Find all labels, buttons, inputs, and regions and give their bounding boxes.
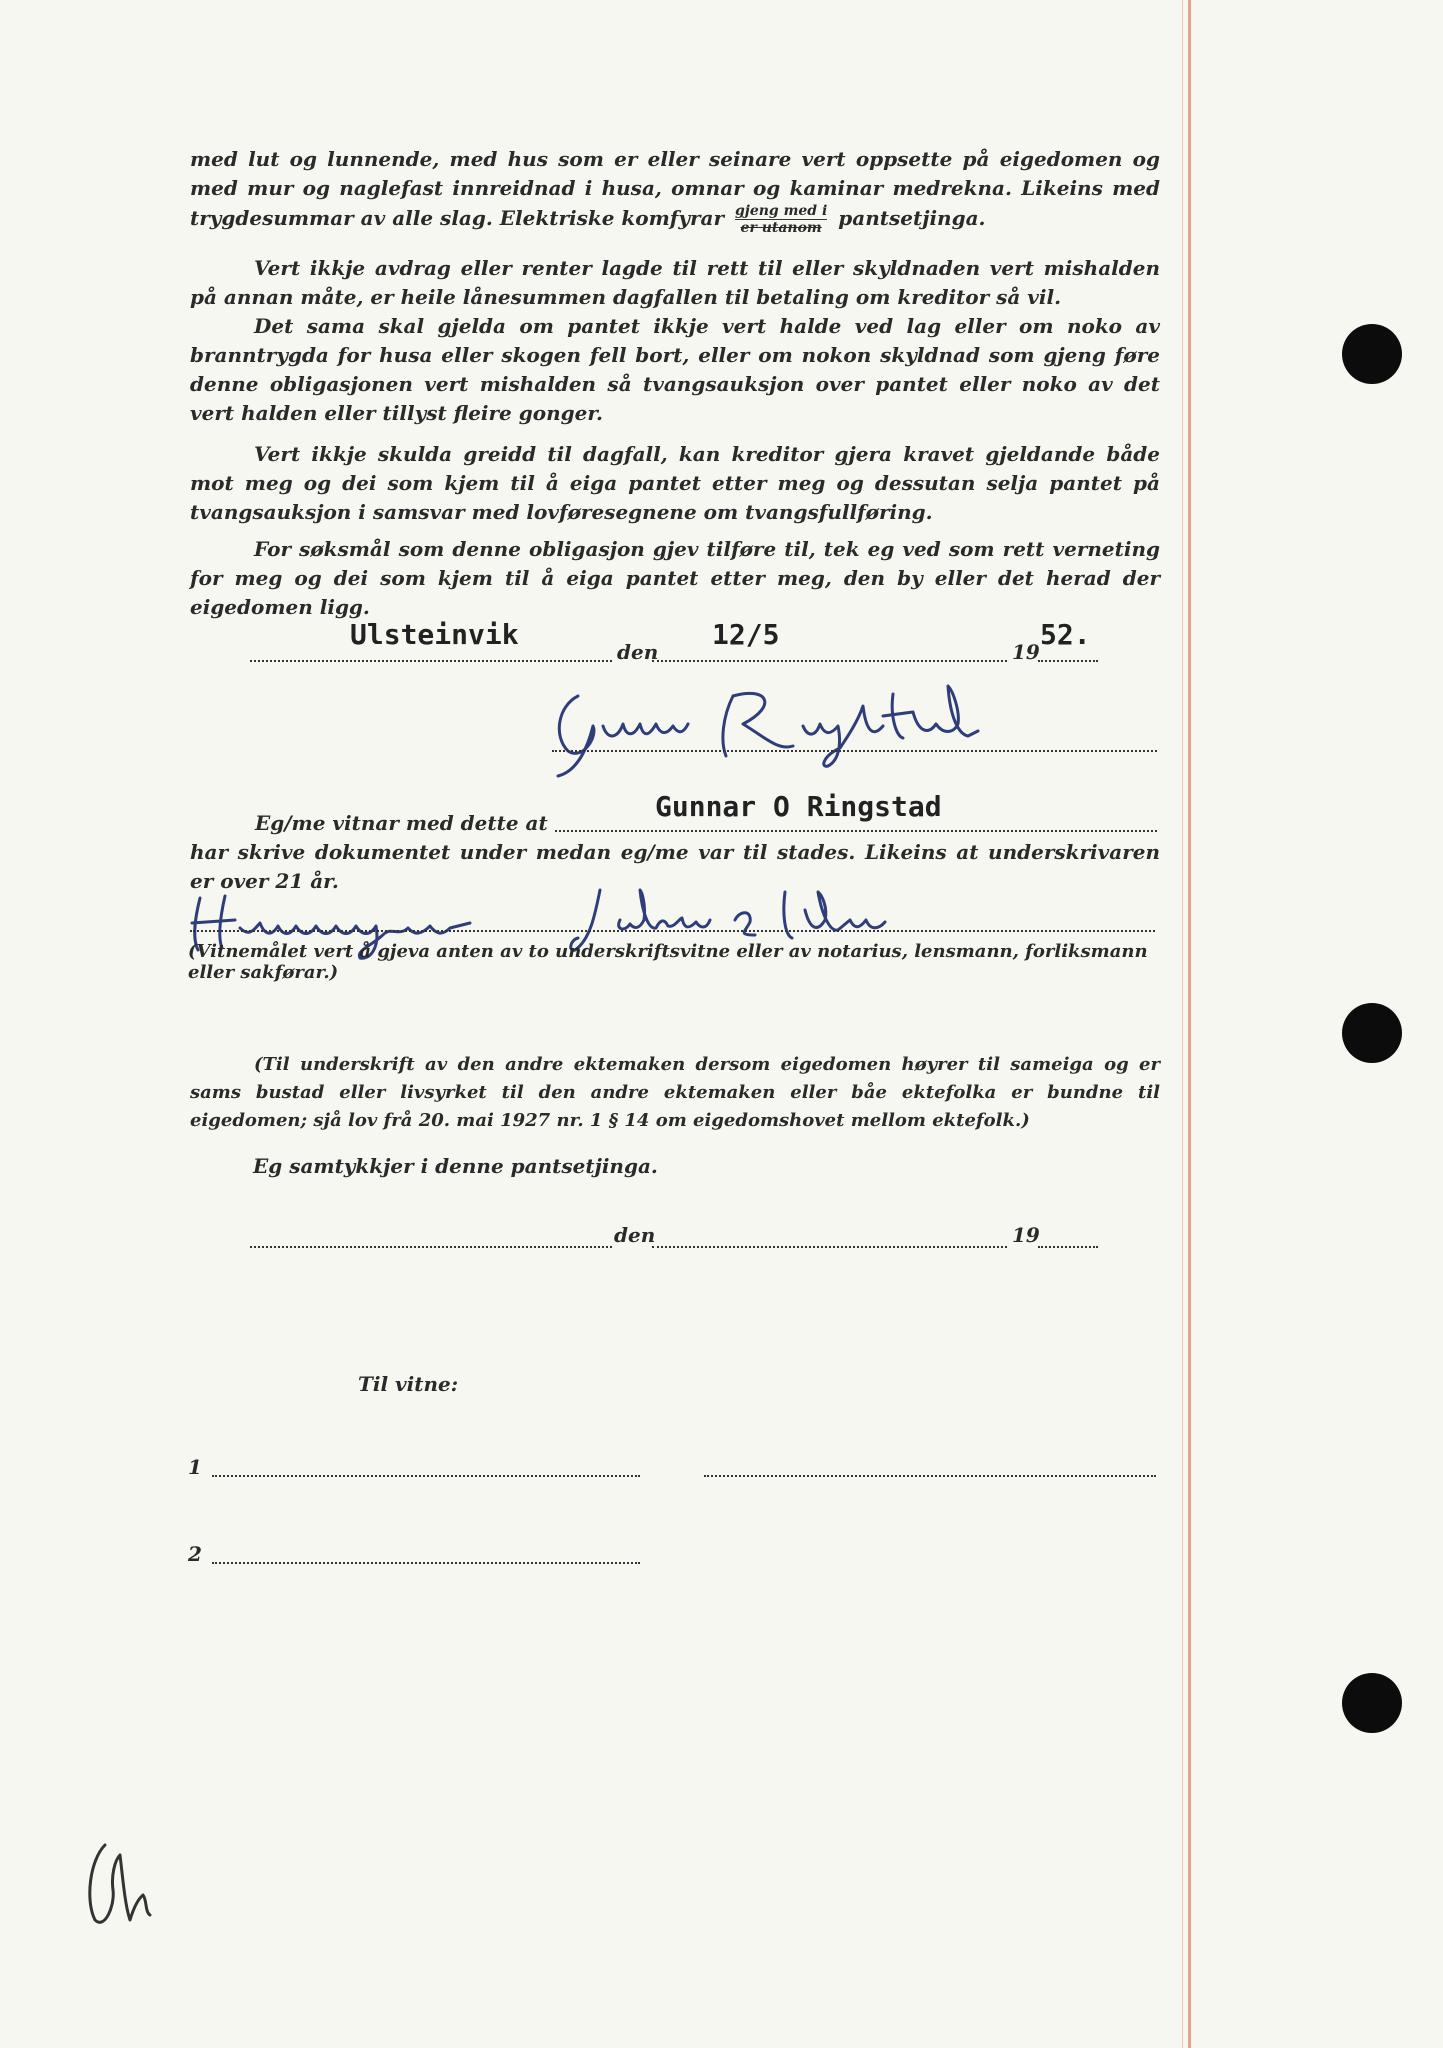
margin-rule [1188, 0, 1191, 2048]
komfyr-choice [735, 203, 827, 236]
punch-hole [1342, 324, 1402, 384]
signature-line [552, 750, 1157, 752]
spouse-date-line [652, 1246, 1007, 1248]
witness-number-2: 2 [188, 1542, 202, 1566]
spouse-consent: Eg samtykkjer i denne pantsetjinga. [253, 1154, 658, 1178]
spouse-year-prefix: 19 [1012, 1223, 1040, 1247]
spouse-note: (Til underskrift av den andre ektemaken dersom eigedomen høyrer til sameiga og er sams bustad eller livsyrket til den andre ektemaken eller båe ektefolka er bundne til eigedomen; sjå lov frå 20. mai 1927 nr. 1 § 14 om eigedomshovet mellom ektefolk.) [190, 1054, 1160, 1131]
signer-name-line [555, 830, 1157, 832]
spouse-witness-line-1b [704, 1475, 1156, 1477]
paragraph-property [190, 145, 1160, 236]
handwritten-initials [75, 1830, 165, 1940]
paragraph-default: Vert ikkje avdrag eller renter lagde til rett til eller skyldnaden vert mishalden på annan måte, er heile lånesummen dagfallen til betaling om kreditor så vil. [190, 256, 1160, 309]
paragraph-enforcement: Vert ikkje skulda greidd til dagfall, kan kreditor gjera kravet gjeldande både mot meg og dei som kjem til å eiga pantet etter meg og dessutan selja pantet på tvangsauksjon i samsvar med lovføresegnene om tvangsfullføring. [190, 442, 1160, 524]
spouse-witness-line-1 [212, 1475, 640, 1477]
date-typed: 12/5 [712, 618, 780, 651]
signature-gunnar-ringstad [548, 676, 1068, 786]
witness-number-1: 1 [188, 1455, 202, 1479]
punch-hole [1342, 1673, 1402, 1733]
spouse-den-label: den [614, 1223, 656, 1247]
year-typed: 52. [1040, 618, 1091, 651]
spouse-place-line [250, 1246, 612, 1248]
witness-signature-line [190, 930, 1155, 932]
option-excluded: er utanom [740, 220, 822, 236]
year-line [1038, 660, 1098, 662]
witness-text: har skrive dokumentet under medan eg/me var til stades. Likeins at underskrivaren er over 21 år. [190, 840, 1160, 893]
til-vitne-label: Til vitne: [358, 1372, 459, 1396]
witness-note: (Vitnemålet vert å gjeva anten av to underskriftsvitne eller av notarius, lensmann, forliksmann eller sakførar.) [188, 941, 1148, 983]
paragraph-insurance: Det sama skal gjelda om pantet ikkje vert halde ved lag eller om noko av branntrygda for husa eller skogen fell bort, eller om nokon skyldnad som gjeng føre denne obligasjonen vert mishalden så tvangsauksjon over pantet eller noko av det vert halden eller tillyst fleire gonger. [190, 314, 1160, 425]
den-label: den [617, 640, 659, 664]
year-prefix: 19 [1012, 640, 1040, 664]
witness-intro: Eg/me vitnar med dette at [255, 811, 548, 835]
paragraph-end: pantsetjinga. [838, 206, 986, 230]
spouse-year-line [1038, 1246, 1098, 1248]
place-line [250, 660, 612, 662]
paragraph-text: med lut og lunnende, med hus som er eller seinare vert oppsette på eigedomen og med mur og naglefast innreidnad i husa, omnar og kaminar medrekna. Likeins med trygdesummar av alle slag. Elektriske komfyrar [190, 147, 1160, 230]
place-typed: Ulsteinvik [350, 618, 519, 651]
signer-printed-name: Gunnar O Ringstad [655, 790, 942, 823]
paragraph-jurisdiction: For søksmål som denne obligasjon gjev tilføre til, tek eg ved som rett verneting for meg og dei som kjem til å eiga pantet etter meg, den by eller det herad der eigedomen ligg. [190, 537, 1160, 619]
spouse-witness-line-2 [212, 1562, 640, 1564]
option-included: gjeng med i [734, 203, 828, 219]
punch-hole [1342, 1003, 1402, 1063]
margin-rule [1182, 0, 1183, 2048]
date-line [652, 660, 1007, 662]
